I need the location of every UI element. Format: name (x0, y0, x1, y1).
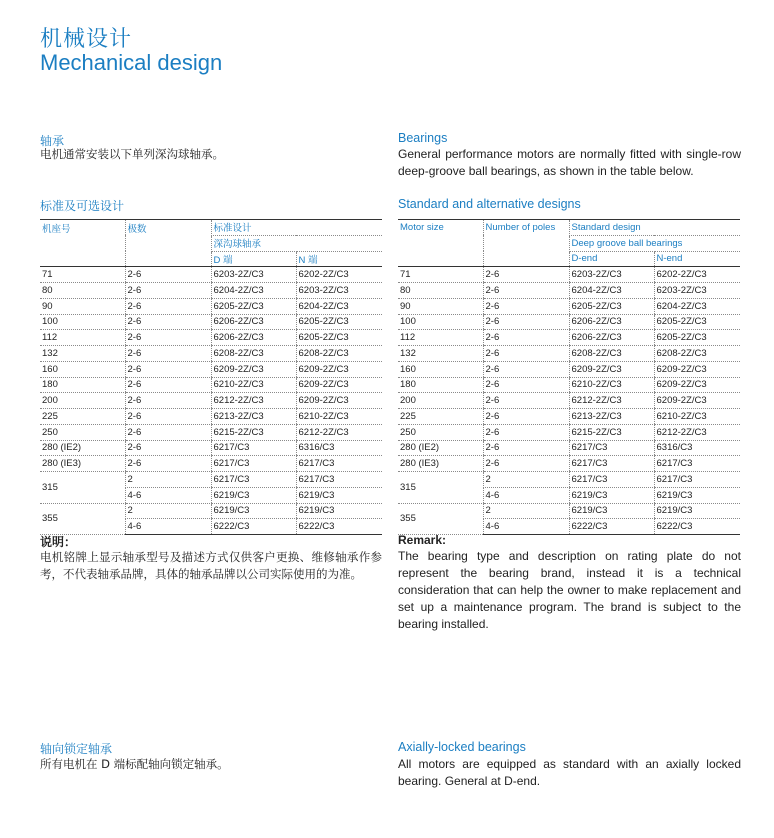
cell-n-end: 6210-2Z/C3 (296, 409, 382, 425)
cell-d-end: 6222/C3 (569, 519, 654, 535)
table-row (398, 314, 740, 330)
axial-heading-en: Axially-locked bearings (398, 740, 526, 754)
cell-motor-size: 250 (40, 424, 125, 440)
cell-n-end: 6212-2Z/C3 (296, 424, 382, 440)
cell-poles: 2-6 (125, 377, 211, 393)
cell-d-end: 6203-2Z/C3 (569, 267, 654, 283)
cell-poles: 2-6 (125, 283, 211, 299)
col-bearing-type: Deep groove ball bearings (569, 235, 740, 251)
cell-n-end: 6205-2Z/C3 (296, 314, 382, 330)
cell-n-end: 6219/C3 (654, 503, 740, 519)
bearing-table-en (398, 219, 740, 535)
cell-n-end: 6212-2Z/C3 (654, 424, 740, 440)
table-row (40, 377, 382, 393)
cell-d-end: 6208-2Z/C3 (569, 346, 654, 362)
cell-d-end: 6217/C3 (569, 472, 654, 488)
cell-d-end: 6217/C3 (211, 472, 296, 488)
table-row (398, 393, 740, 409)
cell-motor-size: 100 (40, 314, 125, 330)
col-poles: 极数 (125, 220, 211, 236)
table-row (398, 298, 740, 314)
cell-motor-size: 100 (398, 314, 483, 330)
cell-d-end: 6209-2Z/C3 (569, 361, 654, 377)
bearing-table-cn (40, 219, 382, 535)
cell-poles: 2-6 (125, 330, 211, 346)
cell-motor-size: 280 (IE3) (40, 456, 125, 472)
cell-motor-size: 112 (40, 330, 125, 346)
cell-poles: 2-6 (483, 409, 569, 425)
col-poles: Number of poles (483, 220, 569, 236)
cell-d-end: 6213-2Z/C3 (211, 409, 296, 425)
table-row (398, 330, 740, 346)
table-row (40, 503, 382, 519)
table-row (40, 283, 382, 299)
remark-text-cn: 电机铭牌上显示轴承型号及描述方式仅供客户更换、维修轴承作参考，不代表轴承品牌，具体的轴承品牌以公司实际使用的为准。 (40, 550, 382, 581)
cell-motor-size: 315 (40, 472, 125, 504)
page-title-cn: 机械设计 (40, 27, 133, 52)
cell-n-end: 6316/C3 (654, 440, 740, 456)
cell-motor-size: 180 (40, 377, 125, 393)
cell-motor-size: 132 (398, 346, 483, 362)
cell-poles: 4-6 (125, 487, 211, 503)
cell-d-end: 6215-2Z/C3 (569, 424, 654, 440)
table-row (398, 267, 740, 283)
cell-poles: 2-6 (483, 456, 569, 472)
cell-d-end: 6219/C3 (211, 487, 296, 503)
table-row (398, 361, 740, 377)
page-title-en: Mechanical design (40, 50, 223, 75)
table-row (398, 424, 740, 440)
cell-d-end: 6205-2Z/C3 (211, 298, 296, 314)
table-row (40, 361, 382, 377)
cell-d-end: 6212-2Z/C3 (211, 393, 296, 409)
cell-poles: 2-6 (483, 330, 569, 346)
cell-n-end: 6219/C3 (654, 487, 740, 503)
cell-poles: 2-6 (483, 298, 569, 314)
cell-d-end: 6217/C3 (569, 440, 654, 456)
table-row (398, 472, 740, 488)
cell-motor-size: 280 (IE2) (40, 440, 125, 456)
bearings-text-en: General performance motors are normally fitted with single-row deep-groove ball bearings, as shown in the table below. (398, 147, 741, 178)
standard-heading-cn: 标准及可选设计 (40, 199, 125, 213)
cell-motor-size: 90 (398, 298, 483, 314)
cell-motor-size: 200 (398, 393, 483, 409)
cell-n-end: 6217/C3 (654, 472, 740, 488)
cell-motor-size: 180 (398, 377, 483, 393)
cell-n-end: 6204-2Z/C3 (296, 298, 382, 314)
bearings-heading-en: Bearings (398, 131, 448, 145)
cell-n-end: 6222/C3 (654, 519, 740, 535)
col-bearing-type: 深沟球轴承 (211, 235, 382, 251)
cell-poles: 4-6 (483, 519, 569, 535)
cell-poles: 2-6 (483, 393, 569, 409)
cell-d-end: 6206-2Z/C3 (569, 330, 654, 346)
table-row (398, 283, 740, 299)
cell-d-end: 6204-2Z/C3 (569, 283, 654, 299)
axial-text-cn: 所有电机在 D 端标配轴向锁定轴承。 (40, 757, 229, 771)
standard-heading-en: Standard and alternative designs (398, 197, 581, 211)
cell-motor-size: 71 (40, 267, 125, 283)
cell-d-end: 6206-2Z/C3 (569, 314, 654, 330)
cell-poles: 2-6 (483, 314, 569, 330)
cell-motor-size: 132 (40, 346, 125, 362)
cell-poles: 2 (125, 503, 211, 519)
cell-motor-size: 280 (IE2) (398, 440, 483, 456)
cell-n-end: 6209-2Z/C3 (296, 361, 382, 377)
cell-n-end: 6222/C3 (296, 519, 382, 535)
cell-poles: 2-6 (125, 346, 211, 362)
cell-motor-size: 112 (398, 330, 483, 346)
cell-n-end: 6205-2Z/C3 (654, 330, 740, 346)
table-row (40, 424, 382, 440)
cell-poles: 2-6 (125, 298, 211, 314)
remark-text-en: The bearing type and description on rating plate do not represent the bearing brand, instead it is a technical consideration that can help the owner to make replacement and set up a maintenance program. The brand is subject to the bearing installed. (398, 549, 741, 631)
cell-motor-size: 355 (40, 503, 125, 535)
cell-d-end: 6210-2Z/C3 (211, 377, 296, 393)
cell-d-end: 6208-2Z/C3 (211, 346, 296, 362)
table-row (398, 346, 740, 362)
cell-motor-size: 355 (398, 503, 483, 535)
cell-motor-size: 225 (40, 409, 125, 425)
col-standard-design: Standard design (569, 220, 740, 236)
cell-n-end: 6205-2Z/C3 (296, 330, 382, 346)
cell-n-end: 6208-2Z/C3 (654, 346, 740, 362)
col-n-end: N-end (654, 251, 740, 267)
cell-n-end: 6209-2Z/C3 (654, 377, 740, 393)
cell-n-end: 6209-2Z/C3 (654, 393, 740, 409)
cell-n-end: 6217/C3 (296, 472, 382, 488)
cell-motor-size: 200 (40, 393, 125, 409)
cell-n-end: 6204-2Z/C3 (654, 298, 740, 314)
table-row (40, 393, 382, 409)
table-header-row (40, 251, 382, 267)
cell-motor-size: 90 (40, 298, 125, 314)
cell-poles: 2-6 (483, 267, 569, 283)
col-d-end: D 端 (211, 251, 296, 267)
cell-n-end: 6205-2Z/C3 (654, 314, 740, 330)
cell-poles: 2-6 (483, 283, 569, 299)
col-standard-design: 标准设计 (211, 220, 382, 236)
cell-d-end: 6209-2Z/C3 (211, 361, 296, 377)
table-row (398, 377, 740, 393)
cell-d-end: 6217/C3 (211, 440, 296, 456)
cell-poles: 2-6 (125, 409, 211, 425)
cell-d-end: 6222/C3 (211, 519, 296, 535)
cell-n-end: 6209-2Z/C3 (296, 393, 382, 409)
cell-poles: 2-6 (125, 393, 211, 409)
cell-poles: 2-6 (483, 424, 569, 440)
cell-poles: 2-6 (125, 361, 211, 377)
cell-d-end: 6203-2Z/C3 (211, 267, 296, 283)
cell-d-end: 6219/C3 (569, 487, 654, 503)
cell-motor-size: 160 (40, 361, 125, 377)
table-row (398, 456, 740, 472)
cell-poles: 2 (483, 472, 569, 488)
cell-poles: 2-6 (483, 440, 569, 456)
cell-motor-size: 225 (398, 409, 483, 425)
cell-poles: 2-6 (483, 377, 569, 393)
cell-poles: 2-6 (125, 314, 211, 330)
table-row (40, 440, 382, 456)
cell-motor-size: 315 (398, 472, 483, 504)
cell-motor-size: 160 (398, 361, 483, 377)
col-motor-size: Motor size (398, 220, 483, 236)
remark-heading-en: Remark: (398, 533, 447, 547)
cell-poles: 2-6 (483, 346, 569, 362)
col-n-end: N 端 (296, 251, 382, 267)
remark-heading-cn: 说明： (40, 535, 77, 549)
table-row (40, 472, 382, 488)
cell-d-end: 6215-2Z/C3 (211, 424, 296, 440)
table-header-row (398, 251, 740, 267)
cell-poles: 4-6 (483, 487, 569, 503)
cell-n-end: 6209-2Z/C3 (654, 361, 740, 377)
table-header-row (40, 235, 382, 251)
cell-poles: 2-6 (125, 440, 211, 456)
table-header-row (398, 235, 740, 251)
cell-d-end: 6219/C3 (211, 503, 296, 519)
cell-n-end: 6210-2Z/C3 (654, 409, 740, 425)
cell-d-end: 6210-2Z/C3 (569, 377, 654, 393)
table-row (40, 314, 382, 330)
cell-n-end: 6209-2Z/C3 (296, 377, 382, 393)
table-row (40, 456, 382, 472)
table-row (40, 346, 382, 362)
cell-d-end: 6206-2Z/C3 (211, 330, 296, 346)
table-row (398, 440, 740, 456)
table-header-row (398, 220, 740, 236)
cell-poles: 2 (125, 472, 211, 488)
cell-n-end: 6208-2Z/C3 (296, 346, 382, 362)
table-row (40, 267, 382, 283)
cell-poles: 2-6 (125, 267, 211, 283)
cell-d-end: 6204-2Z/C3 (211, 283, 296, 299)
table-row (40, 298, 382, 314)
cell-d-end: 6212-2Z/C3 (569, 393, 654, 409)
table-row (40, 409, 382, 425)
cell-motor-size: 80 (40, 283, 125, 299)
axial-text-en: All motors are equipped as standard with an axially locked bearing. General at D-end. (398, 757, 741, 788)
cell-d-end: 6213-2Z/C3 (569, 409, 654, 425)
cell-poles: 2-6 (125, 424, 211, 440)
cell-motor-size: 250 (398, 424, 483, 440)
cell-n-end: 6202-2Z/C3 (654, 267, 740, 283)
table-header-row (40, 220, 382, 236)
cell-n-end: 6203-2Z/C3 (296, 283, 382, 299)
bearings-heading-cn: 轴承 (40, 134, 65, 148)
table-row (40, 330, 382, 346)
axial-heading-cn: 轴向锁定轴承 (40, 742, 113, 756)
cell-poles: 2 (483, 503, 569, 519)
cell-poles: 2-6 (125, 456, 211, 472)
cell-motor-size: 71 (398, 267, 483, 283)
cell-d-end: 6217/C3 (211, 456, 296, 472)
cell-d-end: 6205-2Z/C3 (569, 298, 654, 314)
cell-poles: 2-6 (483, 361, 569, 377)
table-row (398, 503, 740, 519)
cell-n-end: 6219/C3 (296, 487, 382, 503)
cell-motor-size: 280 (IE3) (398, 456, 483, 472)
col-motor-size: 机座号 (40, 220, 125, 236)
cell-n-end: 6203-2Z/C3 (654, 283, 740, 299)
cell-motor-size: 80 (398, 283, 483, 299)
col-d-end: D-end (569, 251, 654, 267)
cell-n-end: 6316/C3 (296, 440, 382, 456)
cell-n-end: 6217/C3 (654, 456, 740, 472)
table-row (398, 409, 740, 425)
cell-n-end: 6202-2Z/C3 (296, 267, 382, 283)
cell-poles: 4-6 (125, 519, 211, 535)
cell-d-end: 6206-2Z/C3 (211, 314, 296, 330)
cell-n-end: 6217/C3 (296, 456, 382, 472)
bearings-text-cn: 电机通常安装以下单列深沟球轴承。 (40, 147, 224, 161)
cell-d-end: 6217/C3 (569, 456, 654, 472)
cell-d-end: 6219/C3 (569, 503, 654, 519)
cell-n-end: 6219/C3 (296, 503, 382, 519)
